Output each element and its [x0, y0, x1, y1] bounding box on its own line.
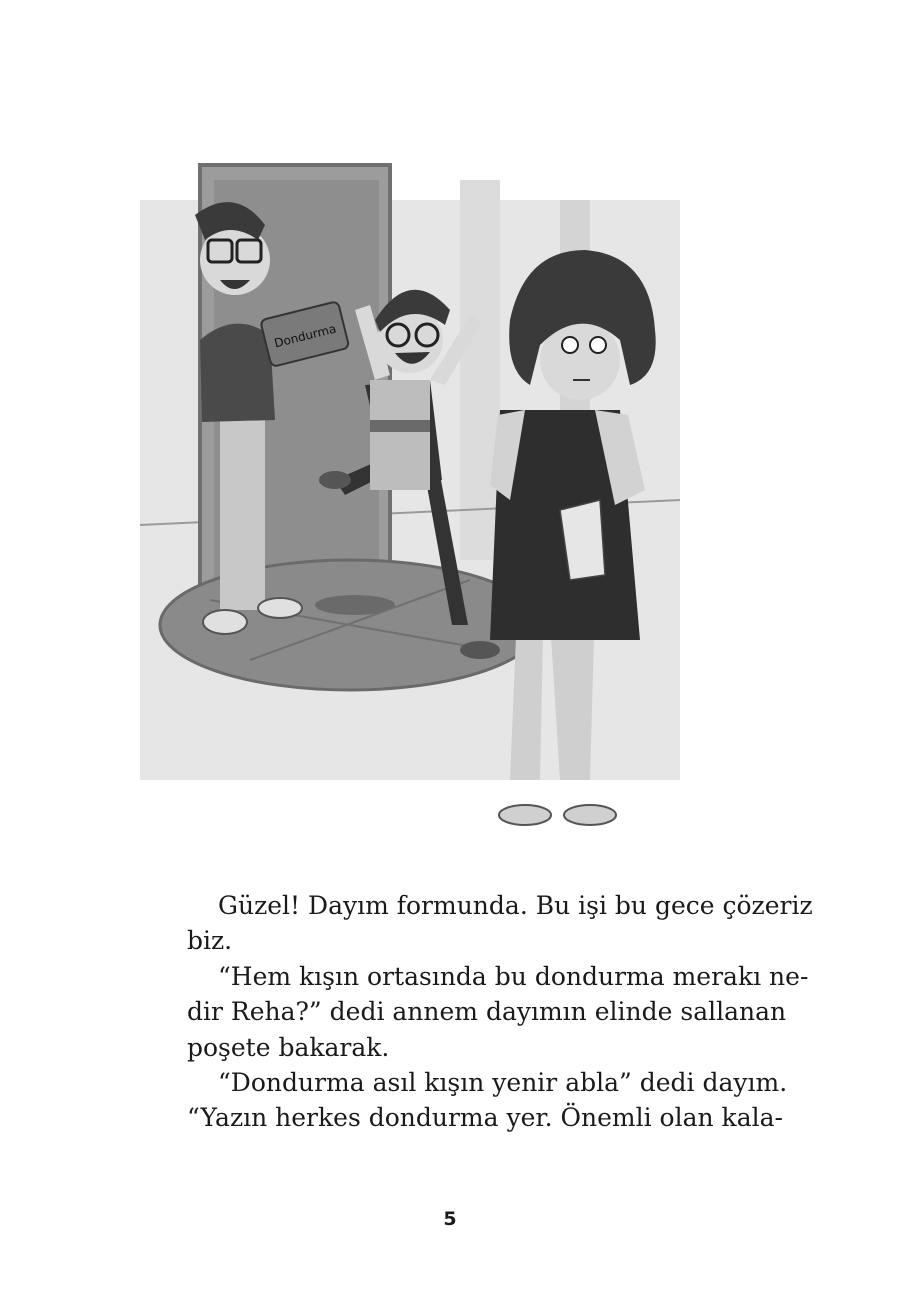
paragraph-2: [187, 959, 809, 1065]
story-text: [187, 888, 813, 1136]
text-line: “Hem kışın ortasında bu dondurma merakı ne-: [218, 961, 809, 991]
text-line: Güzel! Dayım formunda. Bu işi bu gece çözeriz: [218, 891, 813, 920]
text-line: dir Reha?” dedi annem dayımın elinde sallanan: [187, 997, 787, 1027]
paragraph-3: [187, 1065, 788, 1136]
svg-text:Dondurma: Dondurma: [272, 321, 338, 351]
text-line: “Yazın herkes dondurma yer. Önemli olan kala-: [187, 1103, 783, 1133]
text-line: poşete bakarak.: [187, 1032, 390, 1062]
paragraph-1: [187, 888, 813, 959]
text-line: “Dondurma asıl kışın yenir abla” dedi dayım.: [218, 1068, 788, 1098]
text-line: biz.: [187, 926, 233, 956]
scene-illustration: [130, 140, 690, 840]
page-number: 5: [443, 1208, 457, 1230]
